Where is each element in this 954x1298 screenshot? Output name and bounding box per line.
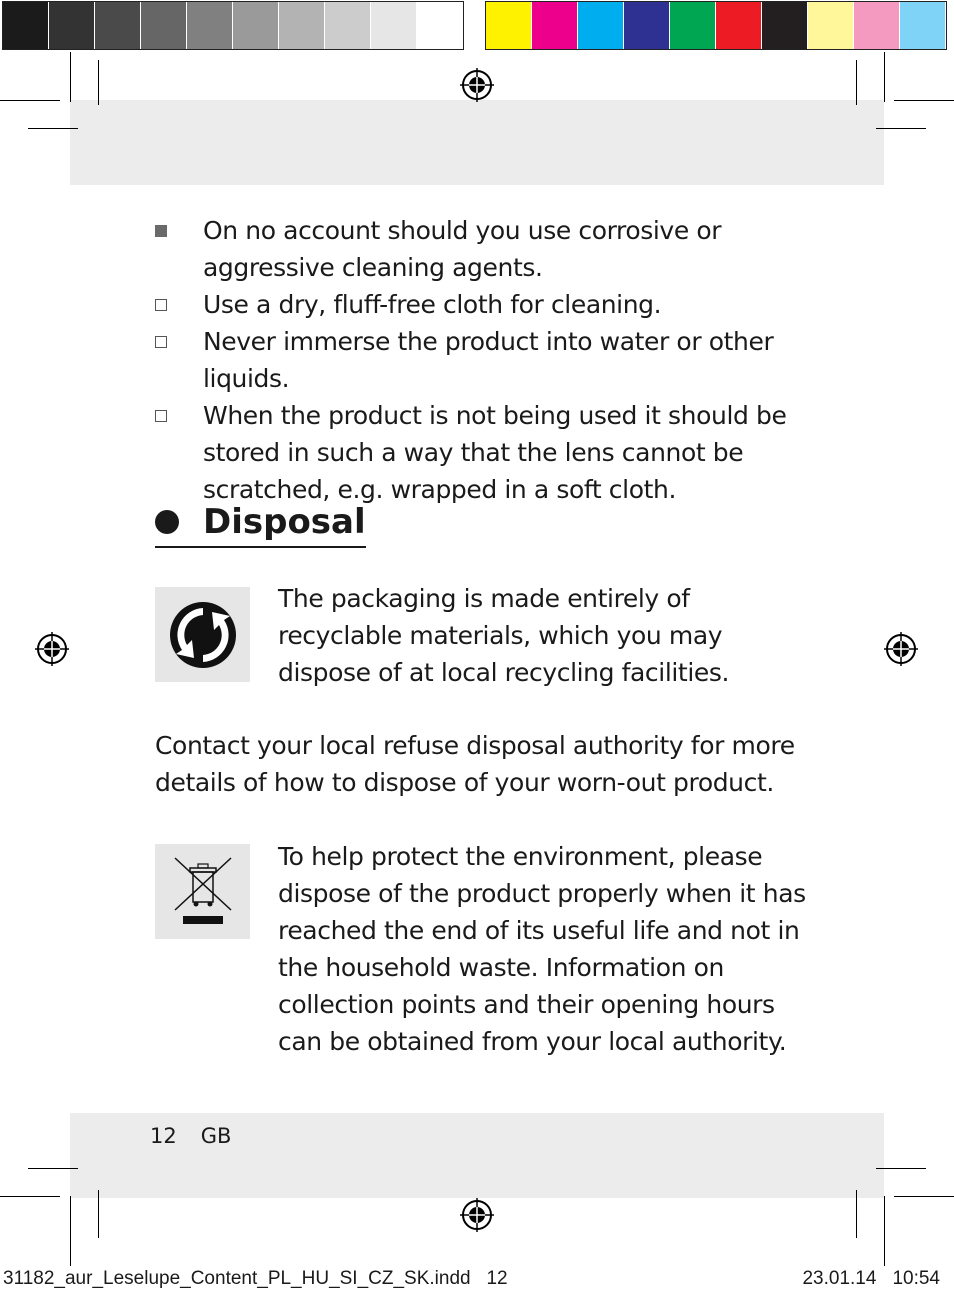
header-band (70, 100, 884, 185)
crop-mark (0, 100, 60, 101)
crop-mark (98, 60, 99, 105)
list-item (155, 323, 805, 397)
color-swatch (417, 2, 463, 49)
registration-mark-icon (460, 68, 494, 102)
color-swatch (187, 2, 233, 49)
slug-line (3, 1268, 508, 1290)
crop-mark (28, 1168, 78, 1169)
crop-mark (856, 1190, 857, 1238)
square-bullet-icon (155, 225, 167, 237)
color-swatch (624, 2, 670, 49)
color-swatch (670, 2, 716, 49)
list-item-text: Use a dry, fluff-free cloth for cleaning. (203, 290, 662, 319)
process-color-bar (485, 1, 947, 50)
registration-mark-icon (35, 632, 69, 666)
contact-paragraph: Contact your local refuse disposal authority for more details of how to dispose of your worn-out product. (155, 731, 795, 797)
cleaning-instructions (155, 212, 805, 508)
color-swatch (233, 2, 279, 49)
section-heading (155, 500, 366, 548)
color-swatch (486, 2, 532, 49)
slug-date: 23.01.14 (802, 1268, 877, 1289)
list-item-text: Never immerse the product into water or other liquids. (203, 327, 774, 393)
list-item (155, 286, 805, 323)
color-swatch (808, 2, 854, 49)
crop-mark (884, 1196, 885, 1266)
crop-mark (856, 60, 857, 105)
page-footer (150, 1124, 231, 1148)
green-dot-recycle-icon (155, 587, 250, 682)
color-swatch (900, 2, 946, 49)
crop-mark (70, 52, 71, 102)
crop-mark (894, 1196, 954, 1197)
section-title: Disposal (203, 502, 366, 542)
crop-mark (70, 1196, 71, 1266)
color-swatch (325, 2, 371, 49)
crossed-out-bin-icon (155, 844, 250, 939)
crop-mark (0, 1196, 60, 1197)
checkbox-square-icon (155, 299, 167, 311)
registration-mark-icon (884, 632, 918, 666)
color-swatch (95, 2, 141, 49)
crop-mark (98, 1190, 99, 1238)
color-swatch (854, 2, 900, 49)
list-item-text: When the product is not being used it should be stored in such a way that the lens cannot be scratched, e.g. wrapped in a soft cloth. (203, 401, 787, 504)
color-swatch (371, 2, 417, 49)
recycle-paragraph: The packaging is made entirely of recyclable materials, which you may dispose of at local recycling facilities. (278, 584, 730, 687)
slug-file: 31182_aur_Leselupe_Content_PL_HU_SI_CZ_SK.indd (3, 1268, 471, 1289)
checkbox-square-icon (155, 410, 167, 422)
crop-mark (894, 100, 954, 101)
color-swatch (49, 2, 95, 49)
checkbox-square-icon (155, 336, 167, 348)
crop-mark (876, 128, 926, 129)
language-code: GB (200, 1124, 232, 1148)
color-swatch (141, 2, 187, 49)
grayscale-color-bar (2, 1, 464, 50)
registration-mark-icon (460, 1198, 494, 1232)
color-swatch (279, 2, 325, 49)
crop-mark (876, 1168, 926, 1169)
slug-page: 12 (486, 1268, 508, 1289)
weee-paragraph: To help protect the environment, please dispose of the product properly when it has reached the end of its useful life and not in the household waste. Information on collection points and their opening hours can be obtained from your local authority. (278, 842, 806, 1056)
crop-mark (28, 128, 78, 129)
color-swatch (578, 2, 624, 49)
list-item-text: On no account should you use corrosive or aggressive cleaning agents. (203, 216, 722, 282)
bullet-list (155, 212, 805, 508)
crop-mark (884, 52, 885, 102)
color-swatch (3, 2, 49, 49)
color-swatch (716, 2, 762, 49)
color-swatch (762, 2, 808, 49)
color-swatch (532, 2, 578, 49)
list-item (155, 397, 805, 508)
page-number: 12 (150, 1124, 177, 1148)
slug-timestamp (802, 1268, 940, 1290)
list-item (155, 212, 805, 286)
heading-dot-icon (155, 510, 179, 534)
slug-time: 10:54 (892, 1268, 940, 1289)
